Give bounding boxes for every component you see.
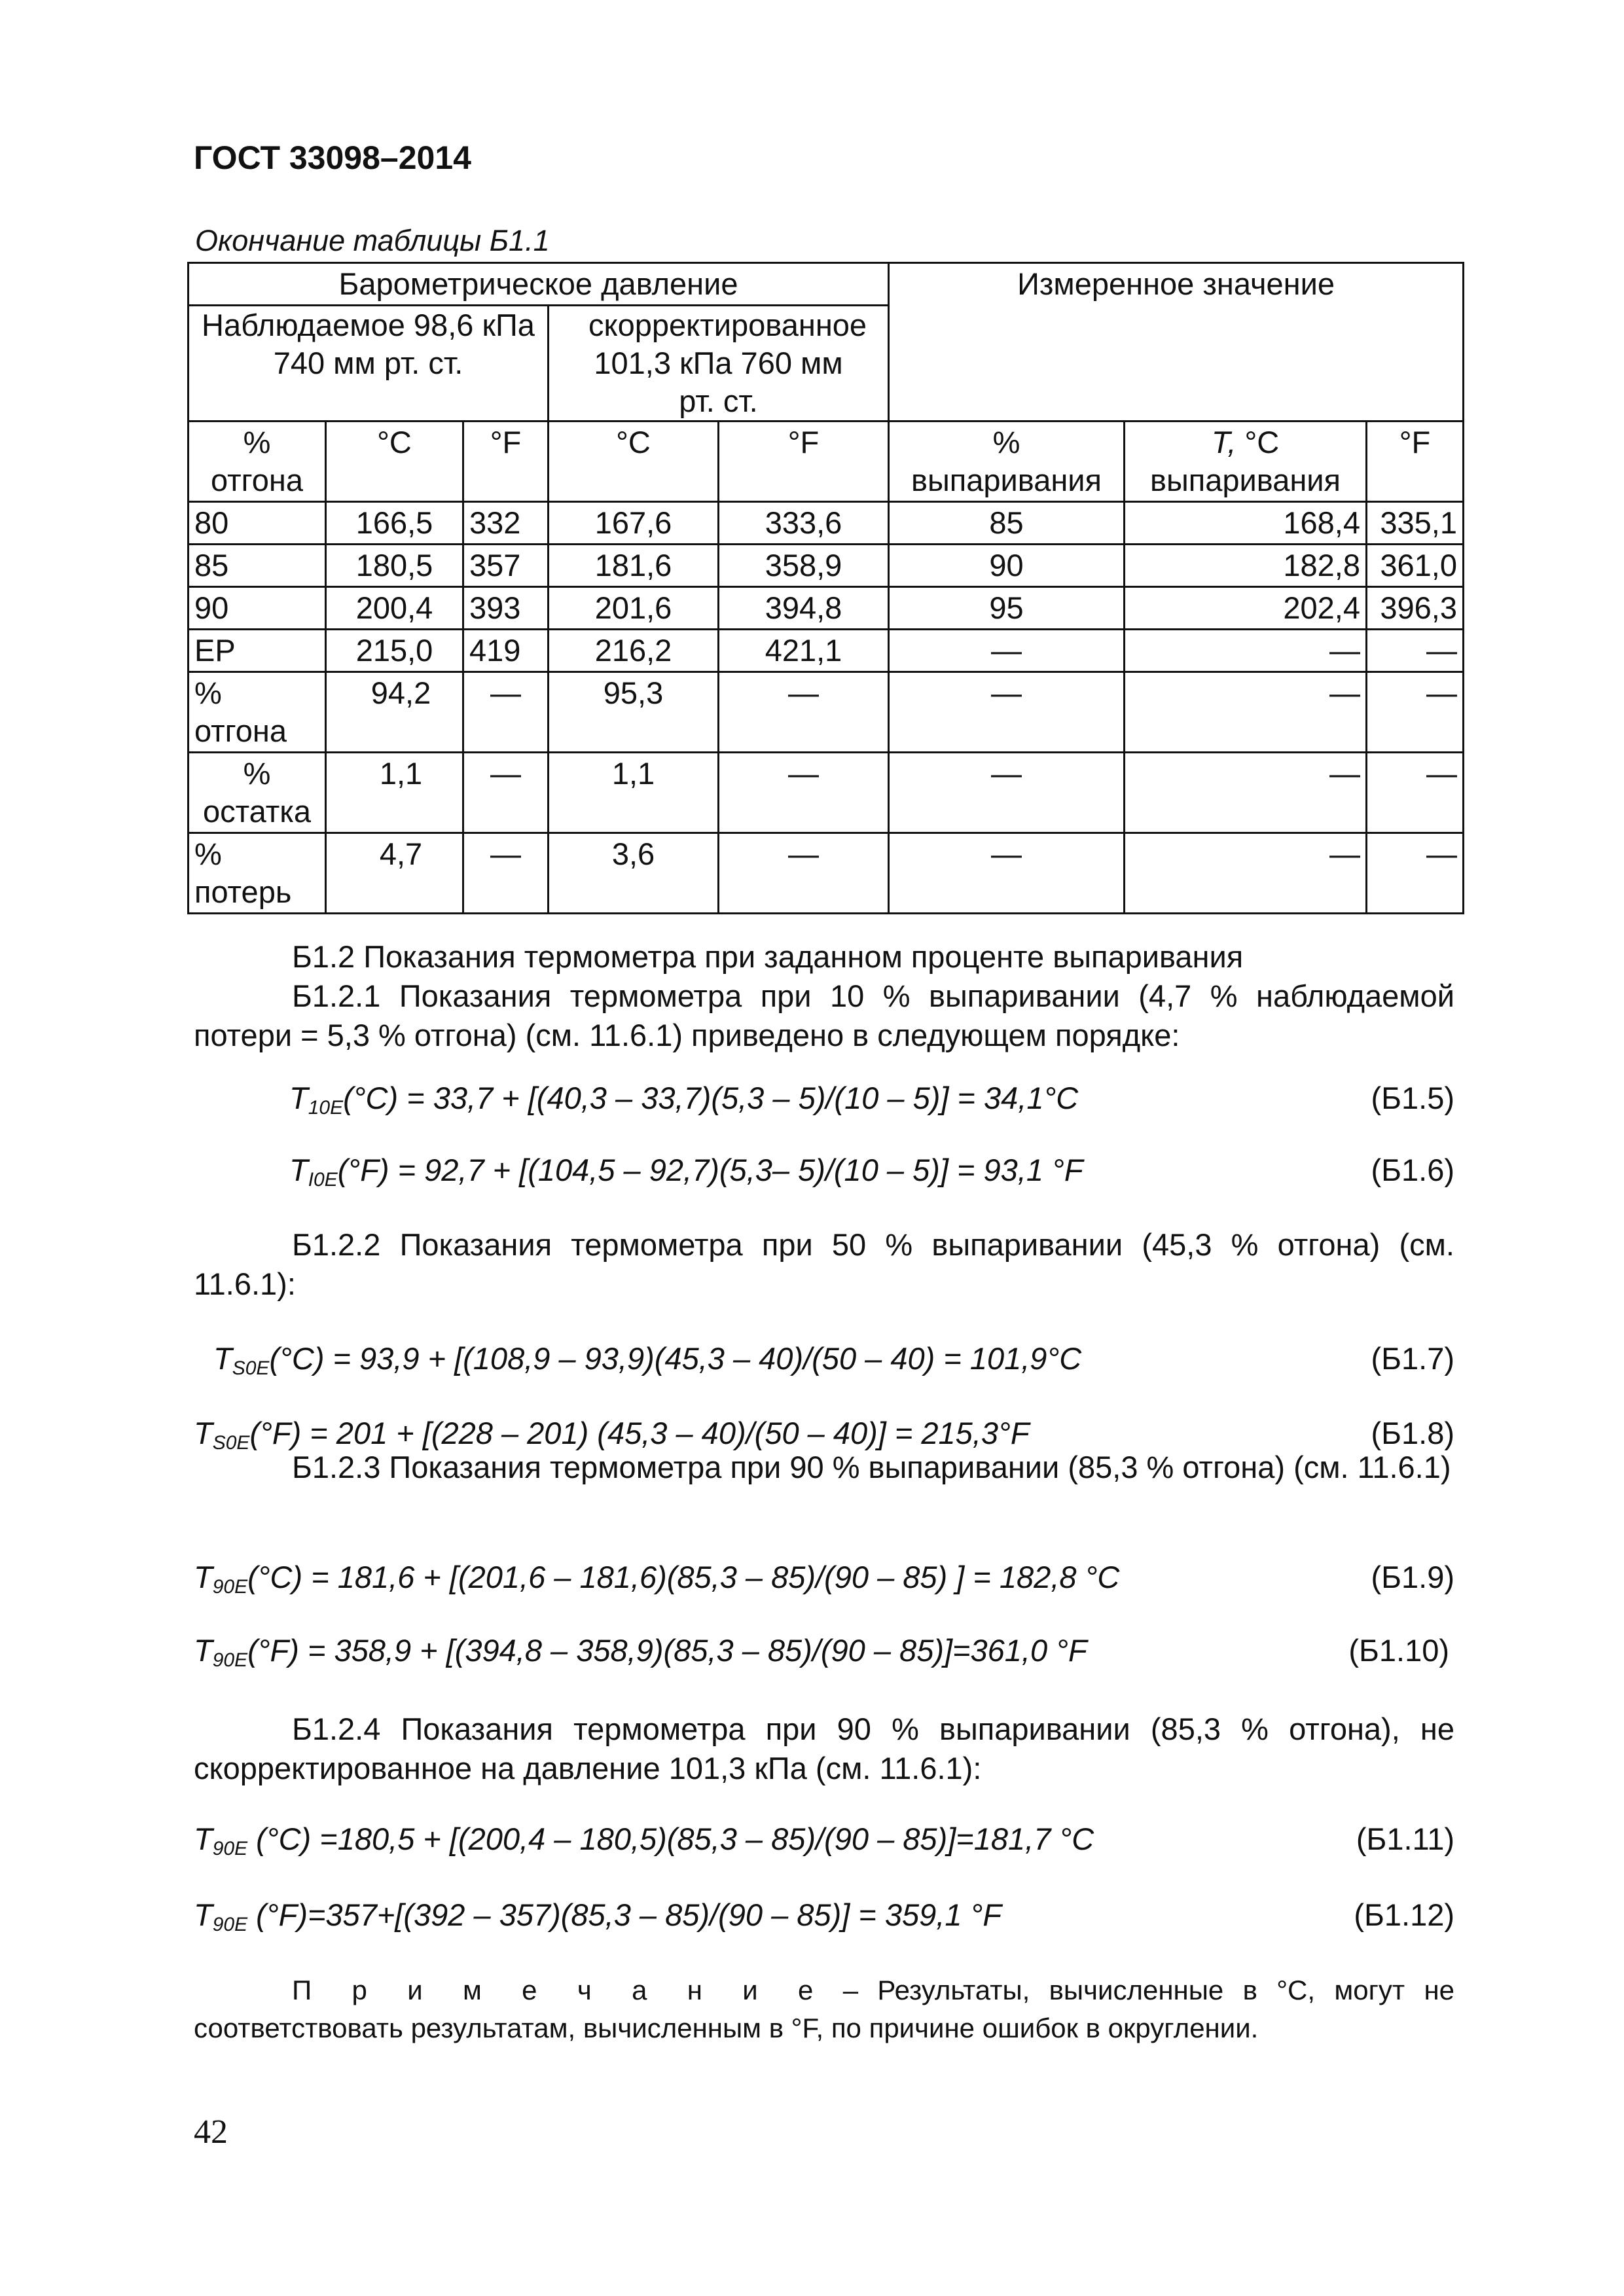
table-cell: % потерь (189, 833, 326, 914)
formula (194, 1897, 1001, 1936)
table-cell: — (1367, 753, 1464, 833)
table-row (189, 545, 1464, 587)
barometric-header: Барометрическое давление (189, 263, 889, 306)
table-row (189, 672, 1464, 753)
col-corrected-c: °С (549, 422, 719, 502)
formula-expression: (°C) = 93,9 + [(108,9 – 93,9)(45,3 – 40)/(50 – 40) = 101,9°C (269, 1341, 1082, 1376)
table-row (189, 502, 1464, 545)
table-cell: 180,5 (326, 545, 463, 587)
table-cell: 167,6 (549, 502, 719, 545)
formula-subscript: 90E (212, 1914, 248, 1935)
page-number: 42 (194, 2113, 228, 2151)
table-cell: — (463, 833, 549, 914)
equation-number: (Б1.6) (1371, 1153, 1454, 1187)
paragraph-b121: Б1.2.1 Показания термометра при 10 % выпаривании (4,7 % наблюдаемой потери = 5,3 % отгона) (см. 11.6.1) приведено в следующем порядке: (194, 978, 1454, 1052)
col-temp-evaporated (1125, 422, 1367, 502)
formula (194, 1559, 1119, 1598)
table-cell: — (463, 753, 549, 833)
col-observed-c: °С (326, 422, 463, 502)
formula-symbol: T (194, 1897, 213, 1932)
table-cell: 95 (889, 587, 1125, 630)
formula-expression: (°F) = 92,7 + [(104,5 – 92,7)(5,3– 5)/(10 – 5)] = 93,1 °F (337, 1153, 1083, 1187)
table-caption: Окончание таблицы Б1.1 (195, 224, 550, 257)
table-row (189, 833, 1464, 914)
table-cell: 216,2 (549, 630, 719, 672)
formula (213, 1340, 1081, 1380)
note (194, 1971, 1454, 2047)
table-cell: 421,1 (719, 630, 889, 672)
table-cell: — (889, 630, 1125, 672)
table-cell: 332 (463, 502, 549, 545)
table-cell: ЕР (189, 630, 326, 672)
formula-expression: (°F)=357+[(392 – 357)(85,3 – 85)/(90 – 85)] = 359,1 °F (247, 1897, 1002, 1932)
table-cell: — (889, 753, 1125, 833)
table-row (189, 630, 1464, 672)
formula-symbol: T (289, 1081, 308, 1115)
table-cell: 335,1 (1367, 502, 1464, 545)
formula-symbol: T (213, 1341, 232, 1376)
equation-number: (Б1.7) (1371, 1341, 1454, 1376)
table-cell: — (1125, 833, 1367, 914)
table-cell: — (1367, 672, 1464, 753)
table-cell: — (719, 753, 889, 833)
distillation-table (187, 262, 1464, 914)
table-cell: 361,0 (1367, 545, 1464, 587)
formula-subscript: S0E (212, 1432, 250, 1454)
equation-number: (Б1.9) (1371, 1560, 1454, 1594)
col-pct-evaporated: % выпаривания (889, 422, 1125, 502)
formula-subscript: S0E (232, 1357, 270, 1379)
table-cell: 393 (463, 587, 549, 630)
paragraph-b123: Б1.2.3 Показания термометра при 90 % выпаривании (85,3 % отгона) (см. 11.6.1) (292, 1450, 1451, 1484)
formula (289, 1080, 1078, 1119)
formula-symbol: T (194, 1821, 213, 1856)
table-body (189, 502, 1464, 914)
formula-expression: (°F) = 201 + [(228 – 201) (45,3 – 40)/(50 – 40)] = 215,3°F (249, 1416, 1030, 1450)
table-cell: % отгона (189, 672, 326, 753)
table-cell: 166,5 (326, 502, 463, 545)
formula-subscript: 10E (308, 1097, 344, 1119)
table-cell: 90 (889, 545, 1125, 587)
formula-subscript: I0E (308, 1169, 338, 1191)
equation-number: (Б1.5) (1371, 1081, 1454, 1115)
formula-expression: (°C) = 181,6 + [(201,6 – 181,6)(85,3 – 85)/(90 – 85) ] = 182,8 °C (247, 1560, 1120, 1594)
paragraph-b122: Б1.2.2 Показания термометра при 50 % выпаривании (45,3 % отгона) (см. 11.6.1): (194, 1227, 1454, 1301)
formula (289, 1152, 1083, 1191)
table-cell: 215,0 (326, 630, 463, 672)
table-cell: 182,8 (1125, 545, 1367, 587)
table-cell: 394,8 (719, 587, 889, 630)
table-cell: 201,6 (549, 587, 719, 630)
table-row (189, 753, 1464, 833)
formula-symbol: T (289, 1153, 308, 1187)
table-cell: 94,2 (326, 672, 463, 753)
equation-number: (Б1.11) (1356, 1821, 1454, 1856)
table-cell: 90 (189, 587, 326, 630)
equation-number: (Б1.12) (1354, 1897, 1454, 1932)
table-cell: 95,3 (549, 672, 719, 753)
col-pct-distilled: % отгона (189, 422, 326, 502)
table-cell: 419 (463, 630, 549, 672)
note-text: – Результаты, вычисленные в °С, могут не соответствовать результатам, вычисленным в °F, по причине ошибок в округлении. (194, 1975, 1455, 2043)
table-column-header-row (189, 422, 1464, 502)
table-cell: — (1367, 630, 1464, 672)
table-cell: 1,1 (549, 753, 719, 833)
observed-header: Наблюдаемое 98,6 кПа 740 мм рт. ст. (189, 306, 549, 422)
paragraph-b12: Б1.2 Показания термометра при заданном проценте выпаривания (292, 939, 1244, 974)
formula-subscript: 90E (212, 1649, 248, 1671)
formula-expression: (°F) = 358,9 + [(394,8 – 358,9)(85,3 – 85)/(90 – 85)]=361,0 °F (247, 1633, 1087, 1668)
table-cell: 85 (889, 502, 1125, 545)
formula-expression: (°C) =180,5 + [(200,4 – 180,5)(85,3 – 85)/(90 – 85)]=181,7 °C (247, 1821, 1094, 1856)
table-cell: 168,4 (1125, 502, 1367, 545)
formula-symbol: T (194, 1416, 213, 1450)
table-cell: 202,4 (1125, 587, 1367, 630)
col-corrected-f: °F (719, 422, 889, 502)
table-cell: 333,6 (719, 502, 889, 545)
formula-symbol: T (194, 1633, 213, 1668)
table-cell: — (889, 833, 1125, 914)
table-cell: — (1125, 753, 1367, 833)
formula-symbol: T (194, 1560, 213, 1594)
table-cell: — (719, 833, 889, 914)
equation-number: (Б1.10) (1348, 1633, 1449, 1668)
table-cell: — (1125, 630, 1367, 672)
formula (194, 1821, 1094, 1860)
table-cell: — (889, 672, 1125, 753)
formula-subscript: 90E (212, 1838, 248, 1859)
table-cell: 80 (189, 502, 326, 545)
table-cell: 181,6 (549, 545, 719, 587)
equation-number: (Б1.8) (1371, 1416, 1454, 1450)
col-measured-f: °F (1367, 422, 1464, 502)
table-cell: — (1125, 672, 1367, 753)
table-cell: — (463, 672, 549, 753)
table-cell: 396,3 (1367, 587, 1464, 630)
table-cell: 1,1 (326, 753, 463, 833)
note-label: П р и м е ч а н и е (292, 1975, 824, 2005)
formula (194, 1415, 1030, 1454)
table-cell: 357 (463, 545, 549, 587)
measured-header: Измеренное значение (889, 263, 1464, 422)
table-cell: — (1367, 833, 1464, 914)
table-row (189, 587, 1464, 630)
document-header: ГОСТ 33098–2014 (194, 139, 471, 176)
paragraph-b124: Б1.2.4 Показания термометра при 90 % выпаривании (85,3 % отгона), не скорректированное на давление 101,3 кПа (см. 11.6.1): (194, 1712, 1454, 1785)
corrected-header: скорректированное 101,3 кПа 760 мм рт. ст. (549, 306, 889, 422)
temp-unit-label: °С выпаривания (1150, 425, 1341, 497)
table-cell: 358,9 (719, 545, 889, 587)
table-cell: % остатка (189, 753, 326, 833)
temp-symbol: Т, (1211, 425, 1236, 459)
formula (194, 1632, 1087, 1672)
table-cell: 4,7 (326, 833, 463, 914)
col-observed-f: °F (463, 422, 549, 502)
table-cell: 3,6 (549, 833, 719, 914)
table-header-row (189, 263, 1464, 306)
table-cell: — (719, 672, 889, 753)
table-cell: 85 (189, 545, 326, 587)
table-cell: 200,4 (326, 587, 463, 630)
formula-subscript: 90E (212, 1576, 248, 1598)
formula-expression: (°C) = 33,7 + [(40,3 – 33,7)(5,3 – 5)/(10 – 5)] = 34,1°C (343, 1081, 1079, 1115)
